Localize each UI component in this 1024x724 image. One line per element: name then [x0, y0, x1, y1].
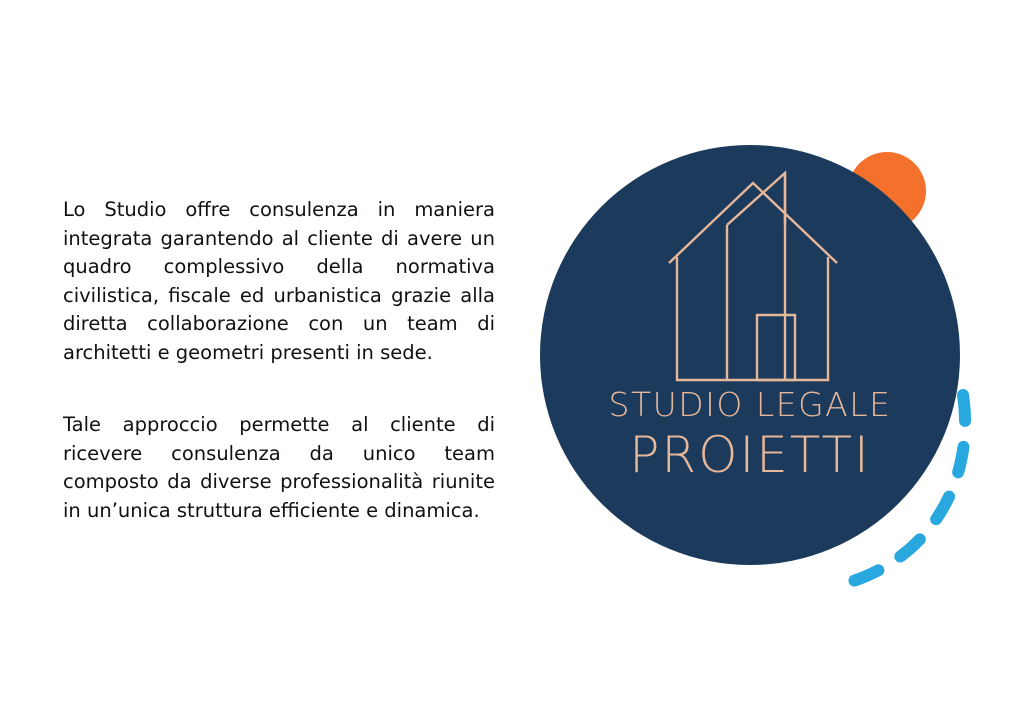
logo-name-line2: PROIETTI: [629, 426, 871, 484]
text-column: [63, 196, 495, 525]
paragraph-1: Lo Studio offre consulenza in maniera integrata garantendo al cliente di avere un quadro complessivo della normativa civilistica, fiscale ed urbanistica grazie alla diretta collaborazione con un team di architetti e geometri presenti in sede.: [63, 198, 495, 364]
logo-name-line1: STUDIO LEGALE: [608, 385, 892, 424]
logo-area: [520, 130, 990, 610]
house-outline-icon: [665, 165, 840, 395]
paragraph-2: Tale approccio permette al cliente di ricevere consulenza da unico team composto da diverse professionalità riunite in un’unica struttura efficiente e dinamica.: [63, 413, 495, 522]
logo-wordmark: [540, 385, 960, 483]
